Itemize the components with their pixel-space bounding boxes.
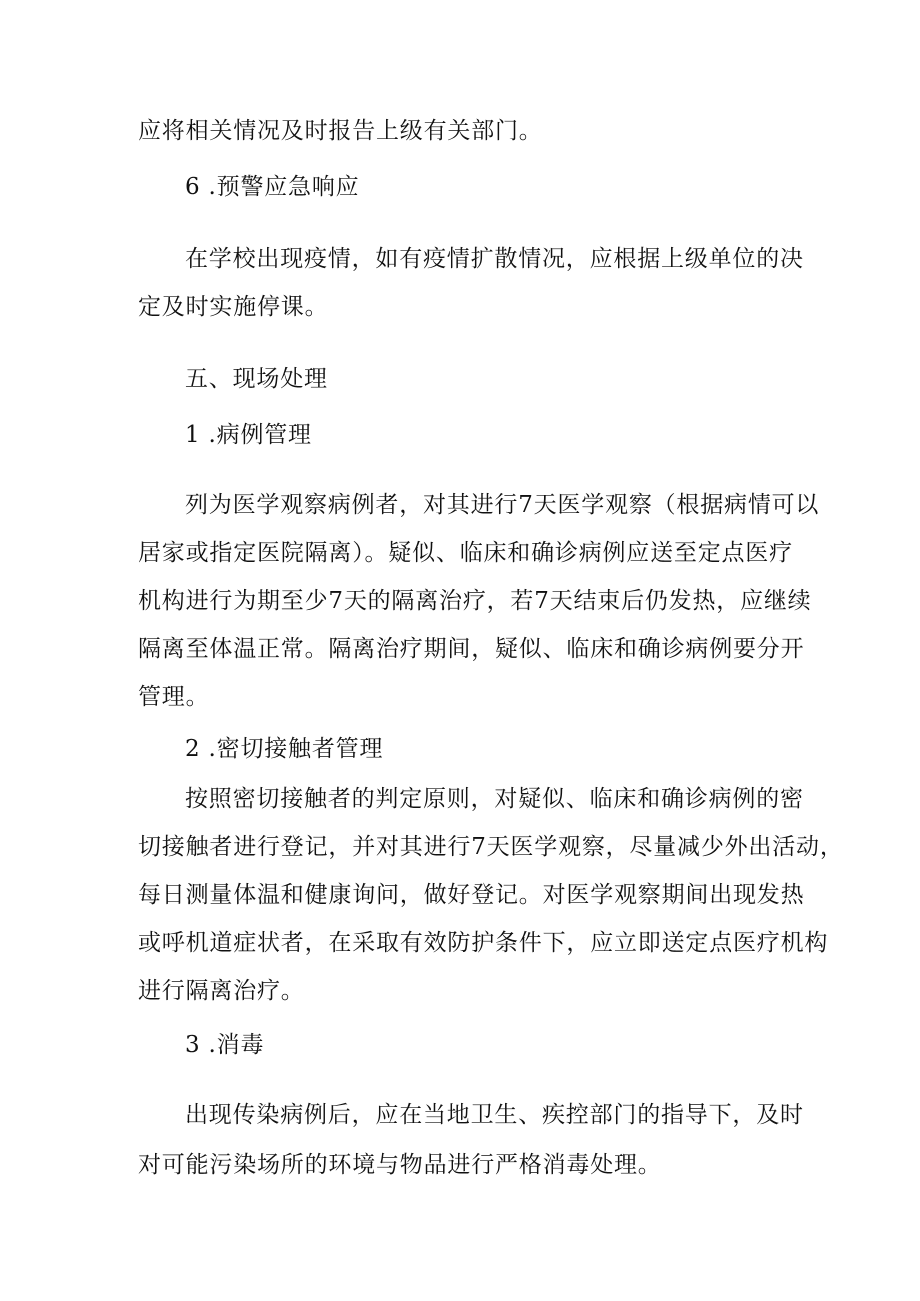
paragraph-line: 隔离至体温正常。隔离治疗期间，疑似、临床和确诊病例要分开 <box>138 636 805 662</box>
paragraph-line: 或呼机道症状者，在采取有效防护条件下，应立即送定点医疗机构 <box>138 930 829 956</box>
paragraph-line: 进行隔离治疗。 <box>138 978 305 1004</box>
paragraph-line: 定及时实施停课。 <box>138 294 329 320</box>
paragraph-line: 居家或指定医院隔离）。疑似、临床和确诊病例应送至定点医疗 <box>138 540 793 566</box>
chapter-heading-5: 五、现场处理 <box>185 366 328 392</box>
paragraph-line: 应将相关情况及时报告上级有关部门。 <box>138 118 543 144</box>
paragraph-line: 列为医学观察病例者，对其进行7天医学观察（根据病情可以 <box>185 492 820 518</box>
section-heading-1: 1 .病例管理 <box>185 422 312 448</box>
paragraph-line: 每日测量体温和健康询问，做好登记。对医学观察期间出现发热 <box>138 882 805 908</box>
section-heading-6: 6 .预警应急响应 <box>185 174 360 200</box>
paragraph-line: 对可能污染场所的环境与物品进行严格消毒处理。 <box>138 1152 662 1178</box>
paragraph-line: 机构进行为期至少7天的隔离治疗，若7天结束后仍发热，应继续 <box>138 588 812 614</box>
paragraph-line: 在学校出现疫情，如有疫情扩散情况，应根据上级单位的决 <box>185 246 804 272</box>
paragraph-line: 切接触者进行登记，并对其进行7天医学观察，尽量减少外出活动， <box>138 834 844 860</box>
section-heading-2: 2 .密切接触者管理 <box>185 736 384 762</box>
section-heading-3: 3 .消毒 <box>185 1032 265 1058</box>
paragraph-line: 出现传染病例后，应在当地卫生、疾控部门的指导下，及时 <box>185 1102 804 1128</box>
paragraph-line: 管理。 <box>138 684 210 710</box>
paragraph-line: 按照密切接触者的判定原则，对疑似、临床和确诊病例的密 <box>185 786 804 812</box>
